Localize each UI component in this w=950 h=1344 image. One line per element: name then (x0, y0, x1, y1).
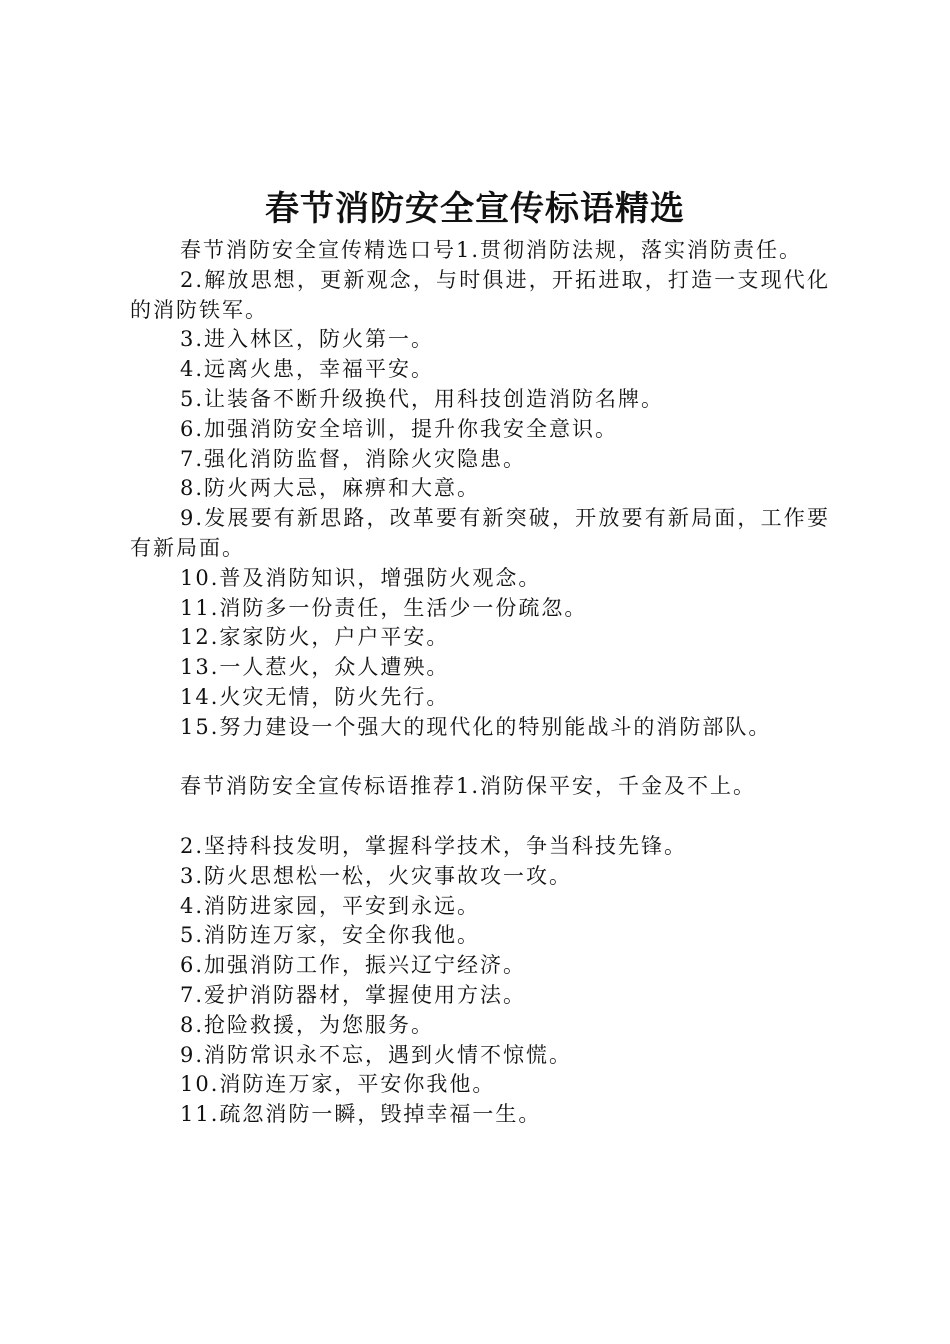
slogan-item: 15.努力建设一个强大的现代化的特别能战斗的消防部队。 (180, 714, 772, 739)
section1-intro: 春节消防安全宣传精选口号1.贯彻消防法规，落实消防责任。 (180, 238, 803, 262)
slogan-item: 5.消防连万家，安全你我他。 (180, 923, 481, 948)
slogan-item: 5.让装备不断升级换代，用科技创造消防名牌。 (180, 386, 665, 411)
slogan-item: 3.防火思想松一松，火灾事故攻一攻。 (180, 863, 573, 888)
slogan-item: 7.强化消防监督，消除火灾隐患。 (180, 446, 527, 471)
slogan-item: 10.消防连万家，平安你我他。 (180, 1072, 496, 1097)
document-body (130, 236, 830, 1130)
paragraph-spacer (130, 743, 830, 773)
slogan-item: 4.消防进家园，平安到永远。 (180, 893, 481, 918)
slogan-item: 11.消防多一份责任，生活少一份疏忽。 (180, 595, 588, 620)
slogan-item: 8.防火两大忌，麻痹和大意。 (180, 476, 481, 501)
slogan-item: 6.加强消防工作，振兴辽宁经济。 (180, 953, 527, 978)
paragraph-spacer (130, 802, 830, 832)
slogan-item: 13.一人惹火，众人遭殃。 (180, 655, 450, 680)
slogan-item: 10.普及消防知识，增强防火观念。 (180, 565, 542, 590)
slogan-item: 9.发展要有新思路，改革要有新突破，开放要有新局面，工作要有新局面。 (130, 506, 830, 560)
slogan-item: 7.爱护消防器材，掌握使用方法。 (180, 982, 527, 1007)
slogan-item: 11.疏忽消防一瞬，毁掉幸福一生。 (180, 1102, 542, 1127)
slogan-item: 12.家家防火，户户平安。 (180, 625, 450, 650)
slogan-item: 2.解放思想，更新观念，与时俱进，开拓进取，打造一支现代化的消防铁军。 (130, 267, 830, 322)
document-title: 春节消防安全宣传标语精选 (265, 189, 685, 229)
slogan-item: 8.抢险救援，为您服务。 (180, 1012, 435, 1037)
slogan-item: 6.加强消防安全培训，提升你我安全意识。 (180, 416, 619, 441)
slogan-item: 2.坚持科技发明，掌握科学技术，争当科技先锋。 (180, 833, 688, 858)
slogan-item: 3.进入林区，防火第一。 (180, 327, 435, 352)
section2-intro: 春节消防安全宣传标语推荐1.消防保平安，千金及不上。 (180, 774, 757, 799)
slogan-item: 14.火灾无情，防火先行。 (180, 684, 450, 709)
slogan-item: 9.消防常识永不忘，遇到火情不惊慌。 (180, 1042, 573, 1067)
slogan-item: 4.远离火患，幸福平安。 (180, 357, 435, 382)
